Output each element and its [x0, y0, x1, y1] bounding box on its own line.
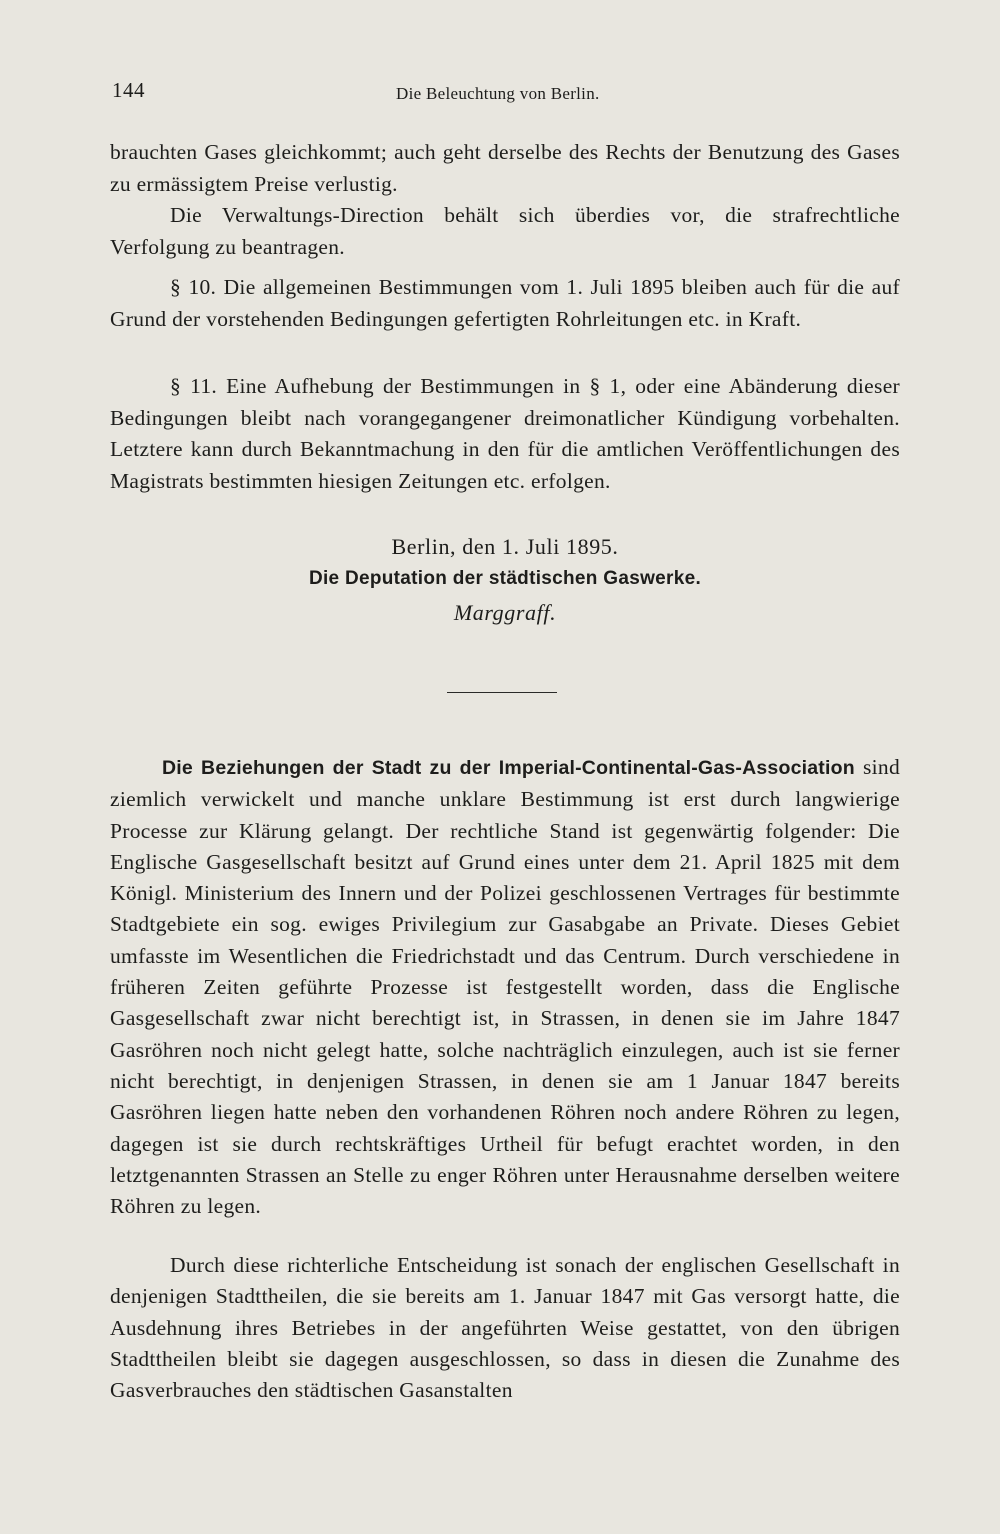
- paragraph-gas-association-body: sind ziemlich verwickelt und manche unklare Bestimmung ist erst durch langwierige Processe zur Klärung gelangt. Der rechtliche Stand ist gegenwärtig folgender: Die Englische Gasgesellschaft besitzt auf Grund eines unter dem 21. April 1825 mit dem Königl. Ministerium des Innern und der Polizei geschlossenen Vertrages für bestimmte Stadtgebiete ein sog. ewiges Privilegium zur Gasabgabe an Private. Dieses Gebiet umfasste im Wesentlichen die Friedrichstadt und das Centrum. Durch verschiedene in früheren Zeiten geführte Prozesse ist festgestellt worden, dass die Englische Gasgesellschaft zwar nicht berechtigt ist, in Strassen, in denen sie im Jahre 1847 Gasröhren noch nicht gelegt hatte, solche nachträglich einzulegen, auch ist sie ferner nicht berechtigt, in denjenigen Strassen, in denen sie am 1 Januar 1847 bereits Gasröhren liegen hatte neben den vorhandenen Röhren noch andere Röhren zu legen, dagegen ist sie durch rechtskräftiges Urtheil für befugt erachtet worden, in den letztgenannten Strassen an Stelle zu enger Röhren unter Herausnahme derselben weitere Röhren zu legen.: [110, 755, 900, 1219]
- text-block-continuation: [110, 137, 900, 335]
- paragraph-section-11: § 11. Eine Aufhebung der Bestimmungen in § 1, oder eine Abänderung dieser Bedingungen bleibt nach vorangegangener dreimonatlicher Kündigung vorbehalten. Letztere kann durch Bekanntmachung in den für die amtlichen Veröffentlichungen des Magistrats bestimmten hiesigen Zeitungen etc. erfolgen.: [110, 374, 900, 493]
- running-title: Die Beleuchtung von Berlin.: [396, 84, 600, 103]
- text-block-section-11: [110, 371, 900, 497]
- deputation-line: Die Deputation der städtischen Gaswerke.: [308, 568, 702, 589]
- page-header: [110, 78, 900, 108]
- text-block-gas-association: [110, 752, 900, 1222]
- place-date-line: Berlin, den 1. Juli 1895.: [391, 534, 619, 559]
- paragraph-court-decision: Durch diese richterliche Entscheidung ist sonach der englischen Gesellschaft in denjenigen Stadttheilen, die sie bereits am 1. Januar 1847 mit Gas versorgt hatte, die Ausdehnung ihres Betriebes in der angeführten Weise gestattet, von den übrigen Stadttheilen bleibt sie dagegen ausgeschlossen, so dass in diesen die Zunahme des Gasverbrauches den städtischen Gasanstalten: [110, 1253, 900, 1403]
- text-block-court-decision: [110, 1250, 900, 1406]
- paragraph-continued: brauchten Gases gleichkommt; auch geht derselbe des Rechts der Benutzung des Gases zu ermässigtem Preise verlustig.: [110, 140, 900, 196]
- paragraph-prosecution: Die Verwaltungs-Direction behält sich überdies vor, die strafrechtliche Verfolgung zu beantragen.: [110, 203, 900, 259]
- paragraph-gas-association: [110, 752, 900, 1222]
- section-lead-heading: Die Beziehungen der Stadt zu der Imperial-Continental-Gas-Association: [162, 757, 855, 779]
- page-number: 144: [112, 78, 145, 102]
- paragraph-section-10: § 10. Die allgemeinen Bestimmungen vom 1. Juli 1895 bleiben auch für die auf Grund der vorstehenden Bedingungen gefertigten Rohrleitungen etc. in Kraft.: [110, 275, 900, 331]
- section-divider: [447, 692, 557, 693]
- signature: Marggraff.: [453, 600, 557, 625]
